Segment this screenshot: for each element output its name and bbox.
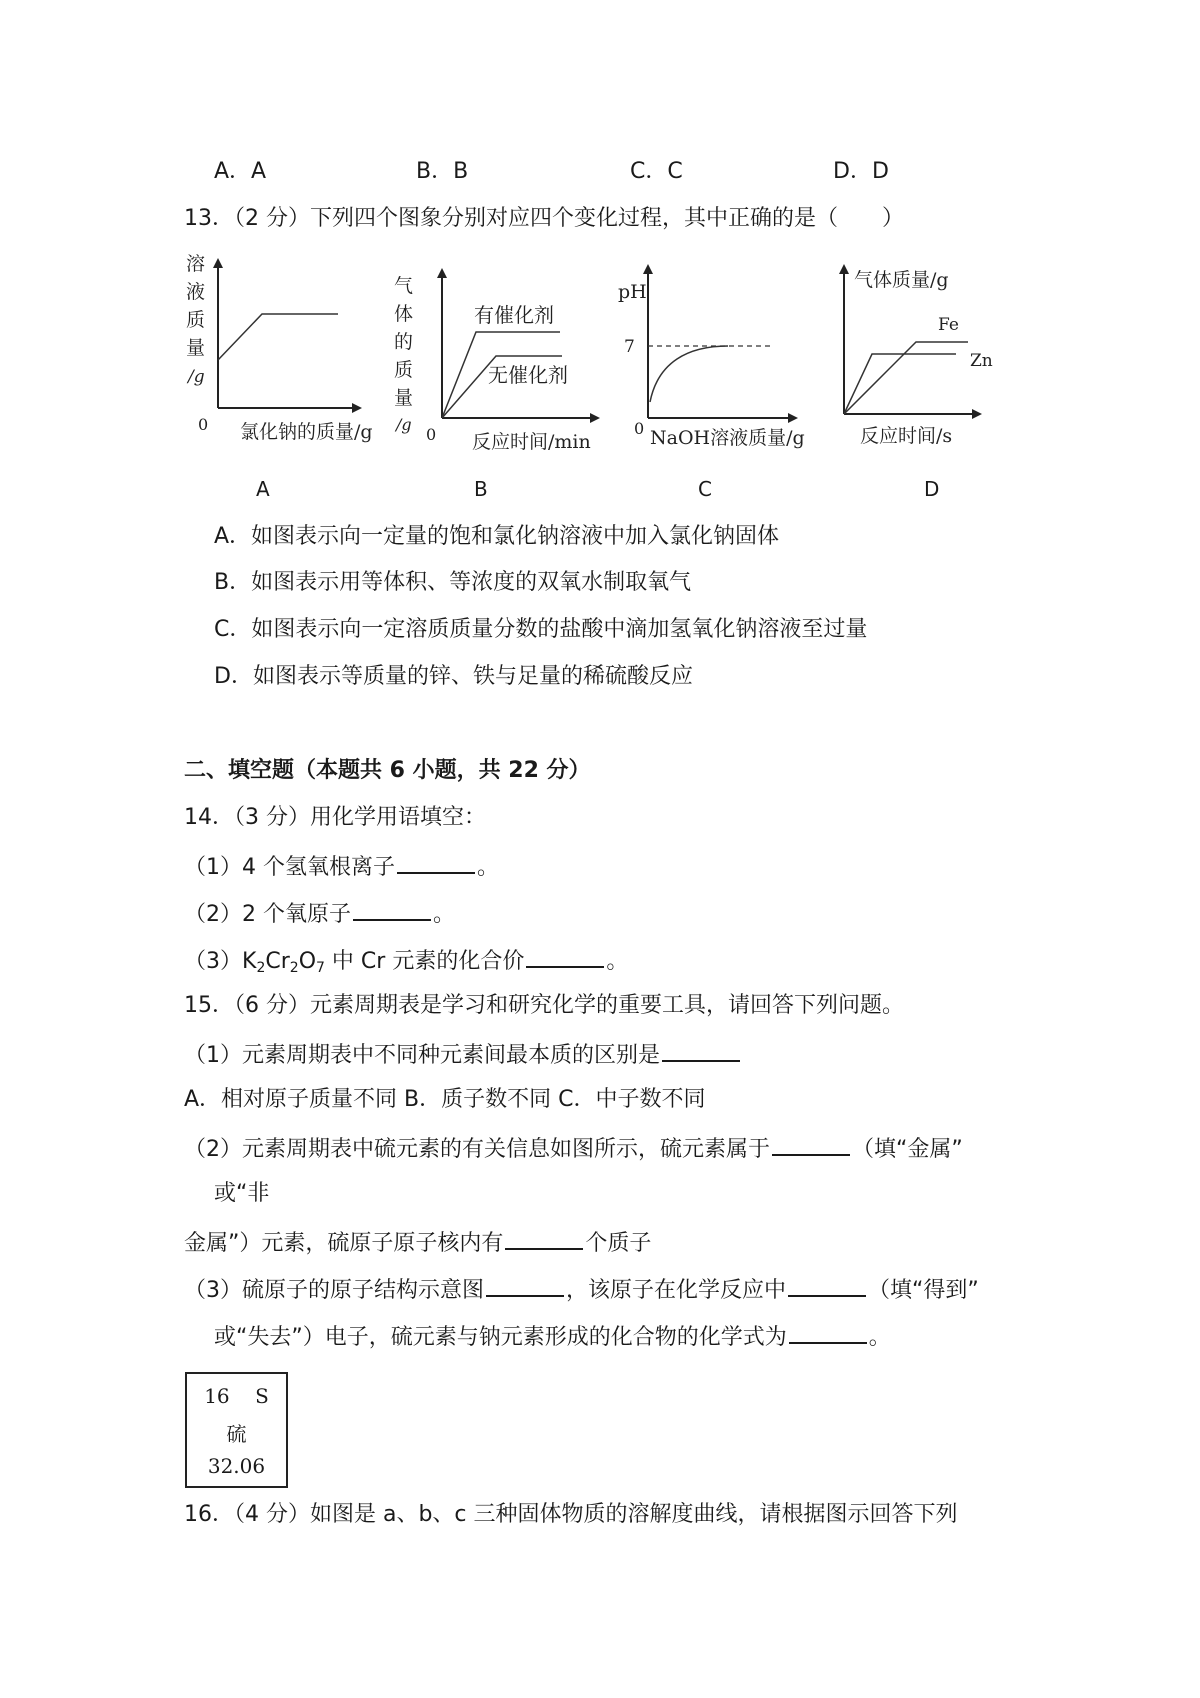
graph-b-caption: B [474, 477, 488, 501]
q14-part3-blank[interactable] [526, 944, 604, 968]
q14-part1-blank[interactable] [397, 850, 475, 874]
q15-part3-blank3[interactable] [789, 1320, 867, 1344]
graph-c-svg [618, 262, 838, 462]
q15-part3-b: ，该原子在化学反应中 [566, 1278, 787, 1303]
q15-part2-a: （2）元素周期表中硫元素的有关信息如图所示，硫元素属于 [184, 1137, 770, 1162]
element-symbol: S [255, 1384, 269, 1408]
q15-part2-blank2[interactable] [505, 1226, 583, 1250]
graph-d-curve-zn [844, 354, 956, 414]
graph-a-ylabel-1: 液 [186, 281, 206, 303]
q14-part2-blank[interactable] [353, 897, 431, 921]
graph-c-xlabel: NaOH溶液质量/g [650, 427, 805, 449]
q13-option-d: D．如图表示等质量的锌、铁与足量的稀硫酸反应 [214, 664, 693, 689]
q14-part3-mid: Cr [265, 949, 290, 974]
graph-c-caption: C [698, 477, 712, 501]
graph-a-curve [218, 314, 338, 360]
q15-part2-line2: 或“非 [214, 1181, 270, 1206]
q12-option-b: B．B [416, 159, 469, 184]
graph-b-ylabel-5: /g [396, 415, 412, 434]
q15-part3-c: （填“得到” [868, 1278, 979, 1303]
q15-part3-line1 [184, 1273, 979, 1306]
q15-part3-end: 。 [868, 1325, 891, 1350]
graph-a-y-arrow [213, 258, 223, 268]
graph-d-y-arrow [839, 264, 849, 274]
graph-a-xlabel: 氯化钠的质量/g [240, 421, 373, 443]
section2-title: 二、填空题（本题共 6 小题，共 22 分） [184, 758, 591, 783]
graph-c-origin: 0 [634, 419, 645, 438]
q14-part3-o: O [298, 949, 317, 974]
q14-part3-sub1: 2 [256, 960, 266, 976]
q16-stem: 16．（4 分）如图是 a、b、c 三种固体物质的溶解度曲线，请根据图示回答下列 [184, 1502, 958, 1527]
graph-d-series2: Zn [970, 351, 993, 371]
graph-a-svg [180, 253, 380, 458]
q15-part2-b: （填“金属” [852, 1137, 963, 1162]
graph-c-y7: 7 [624, 337, 635, 357]
q15-part2-blank1[interactable] [772, 1132, 850, 1156]
graph-d-ylabel: 气体质量/g [854, 269, 949, 291]
q14-part3-sub2: 2 [289, 960, 299, 976]
graph-b-ylabel-4: 量 [394, 387, 414, 409]
q13-option-c: C．如图表示向一定溶质质量分数的盐酸中滴加氢氧化钠溶液至过量 [214, 617, 868, 642]
graph-b [392, 268, 622, 472]
q14-part2-text: （2）2 个氧原子 [184, 902, 351, 927]
element-number: 16 [204, 1384, 230, 1408]
graph-d-curve-fe [844, 342, 968, 414]
q12-option-c: C．C [630, 159, 683, 184]
q14-part1-end: 。 [477, 855, 500, 880]
graph-d [830, 262, 1020, 466]
q15-part1-blank[interactable] [662, 1038, 740, 1062]
graph-b-ylabel-0: 气 [394, 275, 414, 297]
graph-a-ylabel-3: 量 [186, 337, 206, 359]
q14-stem: 14．（3 分）用化学用语填空： [184, 805, 486, 830]
q15-part1 [184, 1038, 742, 1071]
q14-part3-end: 。 [606, 949, 629, 974]
element-name: 硫 [226, 1422, 247, 1446]
q15-stem: 15．（6 分）元素周期表是学习和研究化学的重要工具，请回答下列问题。 [184, 993, 904, 1018]
graph-b-ylabel-1: 体 [394, 303, 414, 325]
graph-b-x-arrow [590, 413, 600, 423]
q14-part3-post: 中 Cr 元素的化合价 [324, 949, 525, 974]
graph-d-xlabel: 反应时间/s [860, 425, 953, 447]
q13-option-a: A．如图表示向一定量的饱和氯化钠溶液中加入氯化钠固体 [214, 524, 780, 549]
q13-option-b: B．如图表示用等体积、等浓度的双氧水制取氧气 [214, 570, 692, 595]
q15-part2-line3 [184, 1226, 651, 1259]
q14-part3-pre: （3）K [184, 949, 257, 974]
q15-part3-blank2[interactable] [788, 1273, 866, 1297]
q15-part2-d: 金属”）元素，硫原子原子核内有 [184, 1231, 504, 1256]
graph-c-y-arrow [643, 264, 653, 274]
q15-part1-text: （1）元素周期表中不同种元素间最本质的区别是 [184, 1043, 660, 1068]
graph-b-series2: 无催化剂 [488, 363, 568, 387]
q14-part3-sub3: 7 [316, 960, 325, 976]
graph-b-origin: 0 [426, 425, 437, 444]
q14-part1 [184, 850, 499, 883]
graph-c [618, 262, 838, 466]
q14-part2 [184, 897, 455, 930]
q14-part1-text: （1）4 个氢氧根离子 [184, 855, 395, 880]
graph-d-svg [830, 262, 1020, 462]
element-mass: 32.06 [207, 1454, 266, 1478]
q15-part2-e: 个质子 [585, 1231, 652, 1256]
q12-option-a: A．A [214, 159, 267, 184]
graph-d-x-arrow [972, 409, 982, 419]
q15-part3-a: （3）硫原子的原子结构示意图 [184, 1278, 484, 1303]
graph-c-curve [650, 346, 728, 402]
q15-part2-line1 [184, 1132, 963, 1165]
graph-b-y-arrow [437, 268, 447, 278]
graph-d-caption: D [924, 477, 940, 501]
q15-part3-d: 或“失去”）电子，硫元素与钠元素形成的化合物的化学式为 [214, 1325, 787, 1350]
q15-part3-blank1[interactable] [486, 1273, 564, 1297]
q12-option-d: D．D [833, 159, 889, 184]
graph-b-ylabel-2: 的 [394, 331, 414, 353]
graph-b-svg [392, 268, 622, 468]
graph-a-origin: 0 [198, 415, 209, 434]
q14-part2-end: 。 [433, 902, 456, 927]
q15-part3-line2 [214, 1320, 891, 1353]
graph-a-ylabel-4: /g [188, 367, 205, 387]
graph-c-x-arrow [788, 413, 798, 423]
graph-b-series1: 有催化剂 [474, 303, 554, 327]
graph-b-ylabel-3: 质 [394, 359, 414, 381]
graph-a-ylabel-0: 溶 [186, 253, 206, 275]
q14-part3 [184, 944, 628, 983]
q15-part1-options: A．相对原子质量不同 B．质子数不同 C．中子数不同 [184, 1087, 706, 1112]
graph-a-caption: A [256, 477, 270, 501]
graph-a-ylabel-2: 质 [186, 309, 206, 331]
q13-stem: 13．（2 分）下列四个图象分别对应四个变化过程，其中正确的是（ ） [184, 206, 904, 231]
graph-a-x-arrow [352, 403, 362, 413]
sulfur-element-card [185, 1372, 288, 1488]
graph-c-ylabel: pH [618, 281, 647, 303]
graph-b-xlabel: 反应时间/min [472, 431, 591, 453]
graph-a [180, 253, 380, 462]
graph-d-series1: Fe [938, 315, 959, 335]
